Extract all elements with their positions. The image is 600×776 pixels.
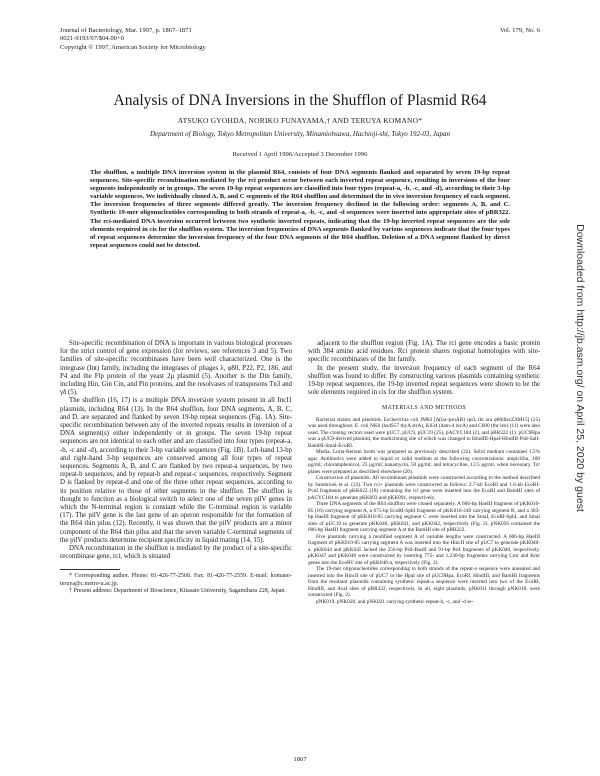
abstract: The shufflon, a multiple DNA inversion system in the plasmid R64, consists of four DNA segments flanked and separated by seven 19-bp repeat sequences. Site-specific recombination mediated by the rci product occur between each inverted repeat sequence, resulting in inversions of the four segments independently or in groups. The seven 19-bp repeat sequences are classified into four types (repeat-a, -b, -c, and -d), according to their 3-bp variable sequences. We individually cloned A, B, and C segments of the R64 shufflon and determined the in vivo inversion frequency of each segment. The inversion frequencies of three segments differed greatly. The inversion frequency declined in the following order: segments A, B, and C. Synthetic 19-mer oligonucleotides corresponding to both strands of repeat-a, -b, -c, and -d sequences were inserted into appropriate sites of pBR322. The rci-mediated DNA inversion occurred between two synthetic inverted repeats, indicating that the 19-bp inverted repeat sequences are the sole elements required in cis for the shufflon system. The inversion frequencies of DNA segments flanked by various sequences indicate that the four types of repeat sequences determine the inversion frequency of the four DNA segments of the R64 shufflon. Deletion of a DNA segment flanked by direct repeat sequences could not be detected. bbox=[90, 169, 510, 249]
present-address-note: † Present address: Department of Bioscience, Kitasato University, Sagamihara 228, Japan. bbox=[69, 587, 286, 594]
volume-label: Vol. 179, No. 6 bbox=[499, 27, 540, 34]
methods-paragraph: Media. Luria-Bertani broth was prepared as previously described (22). Solid medium contained 1.5% agar. Antibiotics were added to liquid or solid medium at the following concentrations: ampicillin, 100 μg/ml; chloramphenicol, 25 μg/ml; kanamycin, 50 μg/ml; and tetracycline, 12.5 μg/ml, when necessary. Tcr plates were prepared as described elsewhere (20). bbox=[308, 449, 540, 475]
journal-citation: Journal of Bacteriology, Mar. 1997, p. 1867–1871 bbox=[60, 27, 192, 34]
right-column bbox=[308, 340, 540, 605]
copyright-line: Copyright © 1997, American Society for Microbiology bbox=[60, 43, 206, 51]
page-number: 1867 bbox=[293, 756, 307, 763]
methods-paragraph: Five plasmids carrying a modified segment A of variable lengths were constructed. A 606-bp HaeIII fragment of pKK010-85 carrying segment A was inserted into the HincII site of pUC7 to generate pKK040-a. pKK044 and pKK045 lacked the 256-bp PstI-BanII and 91-bp PstI fragments of pKK040, respectively. pKK047 and pKK048 were constructed by inserting 775- and 1,230-bp fragments carrying Cmr and Kmr genes into the EcoRV site of pKK040-a, respectively (Fig. 2). bbox=[308, 533, 540, 566]
corresponding-author-note: * Corresponding author. Phone: 81-426-77-2568. Fax: 81-426-77-2559. E-mail: komano-teruya@c.metro-u.ac.jp. bbox=[60, 573, 292, 587]
methods-paragraph: Three DNA segments of the R64 shufflon were cloned separately. A 606-bp HaeIII fragment of pKK010-85 (16) carrying segment A, a 675-bp EcoRI-SphI fragment of pKK010-240 carrying segment B, and a 303-bp HaeIII fragment of pKK010-85 carrying segment C were inserted into the SmaI, EcoRI-SphI, and SmaI sites of pUC19 to generate pKK040, pKK041, and pKK042, respectively (Fig. 2). pNK056 contained the 606-bp HaeIII fragment carrying segment A at the BamHI site of pBR322. bbox=[308, 501, 540, 534]
download-notice: Downloaded from http://jb.asm.org/ on April 25, 2020 by guest bbox=[574, 224, 586, 512]
intro-paragraph: adjacent to the shufflon region (Fig. 1A). The rci gene encodes a basic protein with 384 amino acid residues. Rci protein shares regional homologies with site-specific recombinases of the Int family. bbox=[308, 340, 540, 364]
intro-paragraph: In the present study, the inversion frequency of each segment of the R64 shufflon was found to differ. By constructing various plasmids containing synthetic 19-bp repeat sequences, the 19-bp inverted repeat sequences were shown to be the sole elements required in cis for the shufflon system. bbox=[308, 364, 540, 397]
footnotes bbox=[60, 573, 292, 595]
methods-paragraph: Construction of plasmids. All recombinant plasmids were constructed according to the method described by Sambrook et al. (22). Two rci+ plasmids were constructed as follows: 2.7-kb EcoRI and 1.6-kb EcoRI-PvuI fragments of pKK022 (18) containing the rci gene were inserted into the EcoRI and BamHI sites of pACYC184 to generate pKK093 and pKK091, respectively. bbox=[308, 475, 540, 501]
methods-paragraph: The 19-mer oligonucleotides corresponding to both strands of the repeat-a sequence were annealed and inserted into the HincII site of pUC7 or the HpaI site of pUC9Hpa. EcoRI, HindIII, and BamHI fragments from the resultant plasmids containing synthetic repeat-a sequence were inserted into two of the EcoRI, HindIII, and AvaI sites of pBR322, respectively. In all, eight plasmids, pNK011 through pNK018, were constructed (Fig. 2). bbox=[308, 566, 540, 599]
received-dates: Received 1 April 1996/Accepted 3 December 1996 bbox=[232, 151, 368, 158]
intro-paragraph: DNA recombination in the shufflon is mediated by the product of a site-specific recombinase gene, rci, which is situated bbox=[60, 545, 292, 561]
intro-paragraph: Site-specific recombination of DNA is important in various biological processes for the strict control of gene expression (for reviews, see references 3 and 5). Two families of site-specific recombinases have been well characterized. One is the integrase (Int) family, including the integrases of phages λ, φ80, P22, P2, 186, and P4 and the Flp protein of the yeast 2μ plasmid (5). Another is the Din family, including Hin, Gin Cin, and Pin proteins, and the resolvases of transposons Tn3 and γδ (5). bbox=[60, 340, 292, 397]
affiliation: Department of Biology, Tokyo Metropolitan University, Minamiohsawa, Hachioji-shi, Tokyo 192-03, Japan bbox=[149, 130, 450, 138]
journal-header bbox=[60, 27, 206, 52]
methods-paragraph: Bacterial strains and plasmids. Escherichia coli JM83 [Δ(lac-proAB) rpsL thi ara φ80dlacZΔM15] (25) was used throughout. E. coli NK6 (hsdS57 thyA strA), K634 (dam-4 recA) and C600 (thr leu) (11) were also used. The cloning vectors used were pUC7, pUC9, pUC19 (25), pACYC184 (2), and pBR322 (1). pUC9Hpa was a pUC9-derived plasmid, the multicloning site of which was changed to HindIII-HpaI-HindIII-PstI-SalI-BamHI-SmaI-EcoRI. bbox=[308, 416, 540, 449]
issn-line: 0021-9193/97/$04.00+0 bbox=[60, 35, 124, 43]
intro-paragraph: The shufflon (16, 17) is a multiple DNA inversion system present in all IncI1 plasmids, including R64 (13). In the R64 shufflon, four DNA segments, A, B, C, and D, are separated and flanked by seven 19-bp repeat sequences (Fig. 1A). Site-specific recombination between any of the inverted repeats results in inversion of a DNA segment(s) either independently or in groups. The seven 19-bp repeat sequences are not identical to each other and are classified into four types (repeat-a, -b, -c and -d), according to their 3-bp variable sequences (Fig. 1B). Left-hand 13-bp and right-hand 3-bp sequences are conserved among all four types of repeat sequences. Segments A, B, and C are flanked by two repeat-a sequences, by two repeat-b sequences, and by repeat-b and repeat-c sequences, respectively. Segment D is flanked by repeat-d and one of the three other repeat sequences, according to its position relative to those of other segments in the shufflon. The shufflon is thought to function as a biological switch to select one of the seven pilV genes in which the N-terminal region is constant while the C-terminal region is variable (17). The pilV gene is the last gene of an operon responsible for the formation of the R64 thin pilus (12). Recently, it was shown that the pilV products are a minor component of the R64 thin pilus and that the seven variable C-terminal segments of the pilV products determine recipient specificity in liquid mating (14, 15). bbox=[60, 397, 292, 544]
methods-heading: MATERIALS AND METHODS bbox=[381, 405, 467, 412]
article-title: Analysis of DNA Inversions in the Shufflon of Plasmid R64 bbox=[113, 92, 487, 109]
left-column bbox=[60, 340, 292, 595]
methods-text bbox=[308, 417, 540, 606]
methods-paragraph: pNK019, pNK020, and pNK021 carrying synthetic repeat-b, -c, and -d se- bbox=[316, 598, 474, 605]
download-watermark bbox=[574, 224, 586, 512]
footnote-divider bbox=[60, 569, 120, 570]
author-list: ATSUKO GYOHDA, NORIKO FUNAYAMA,† AND TERUYA KOMANO* bbox=[177, 116, 423, 125]
